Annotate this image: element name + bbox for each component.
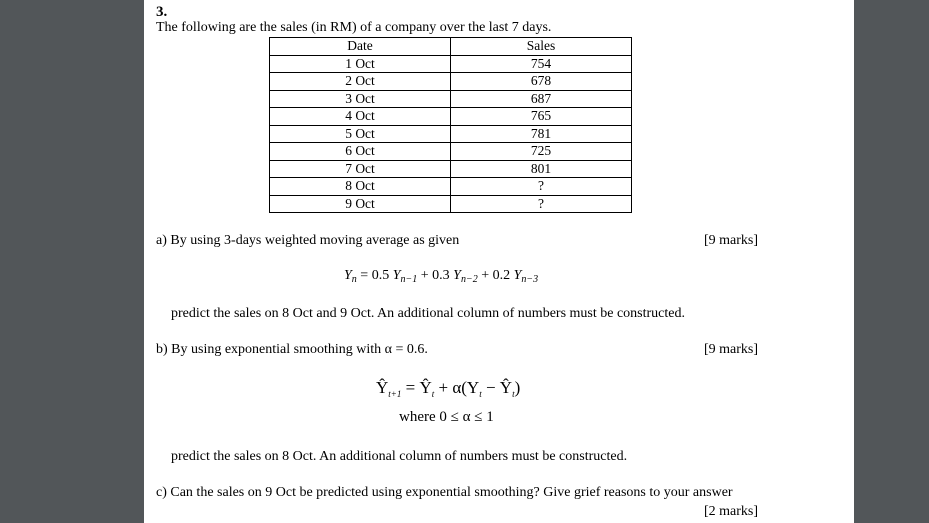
part-c-text: c) Can the sales on 9 Oct be predicted using exponential smoothing? Give grief reasons to your answer — [156, 485, 733, 500]
part-b-marks: [9 marks] — [703, 342, 758, 357]
table-row — [270, 125, 632, 143]
table-row — [270, 73, 632, 91]
exponential-smoothing-formula: $Ŷ_{t+1}$ = $Ŷ_t + \alpha(Y_t$ − $Ŷ_t$) — [376, 378, 521, 399]
sales-cell: 781 — [451, 125, 632, 143]
alpha-constraint: where 0 ≤ α ≤ 1 — [399, 409, 494, 425]
date-cell: 4 Oct — [270, 108, 451, 126]
sales-cell: ? — [451, 178, 632, 196]
sales-cell: 754 — [451, 55, 632, 73]
table-row — [270, 90, 632, 108]
table-row — [270, 55, 632, 73]
table-row — [270, 178, 632, 196]
sales-cell: 725 — [451, 143, 632, 161]
table-row — [270, 195, 632, 213]
part-a-text: a) By using 3-days weighted moving average as given — [156, 233, 460, 248]
date-cell: 1 Oct — [270, 55, 451, 73]
sales-table — [269, 37, 632, 213]
sales-cell: 801 — [451, 160, 632, 178]
date-cell: 2 Oct — [270, 73, 451, 91]
date-header: Date — [270, 38, 451, 56]
question-number: 3. — [156, 4, 168, 20]
part-c-marks: [2 marks] — [703, 504, 758, 519]
date-cell: 8 Oct — [270, 178, 451, 196]
date-cell: 5 Oct — [270, 125, 451, 143]
date-cell: 9 Oct — [270, 195, 451, 213]
document-page — [144, 0, 854, 523]
date-cell: 3 Oct — [270, 90, 451, 108]
weighted-average-formula: $Y_n = 0.5$ $Y_{n-1} + 0.3$ $Y_{n-2} + 0.2$ $Y_{n-3}$ — [344, 268, 539, 285]
part-a-marks: [9 marks] — [703, 233, 758, 248]
question-intro: The following are the sales (in RM) of a company over the last 7 days. — [156, 20, 552, 35]
sales-cell: ? — [451, 195, 632, 213]
table-row — [270, 160, 632, 178]
table-row — [270, 143, 632, 161]
date-cell: 6 Oct — [270, 143, 451, 161]
sales-cell: 687 — [451, 90, 632, 108]
table-header-row — [270, 38, 632, 56]
part-a-instruction: predict the sales on 8 Oct and 9 Oct. An additional column of numbers must be constructed. — [171, 306, 685, 321]
sales-cell: 765 — [451, 108, 632, 126]
date-cell: 7 Oct — [270, 160, 451, 178]
sales-cell: 678 — [451, 73, 632, 91]
part-b-text: b) By using exponential smoothing with α = 0.6. — [156, 342, 428, 357]
table-row — [270, 108, 632, 126]
part-b-instruction: predict the sales on 8 Oct. An additional column of numbers must be constructed. — [171, 449, 628, 464]
sales-header: Sales — [451, 38, 632, 56]
